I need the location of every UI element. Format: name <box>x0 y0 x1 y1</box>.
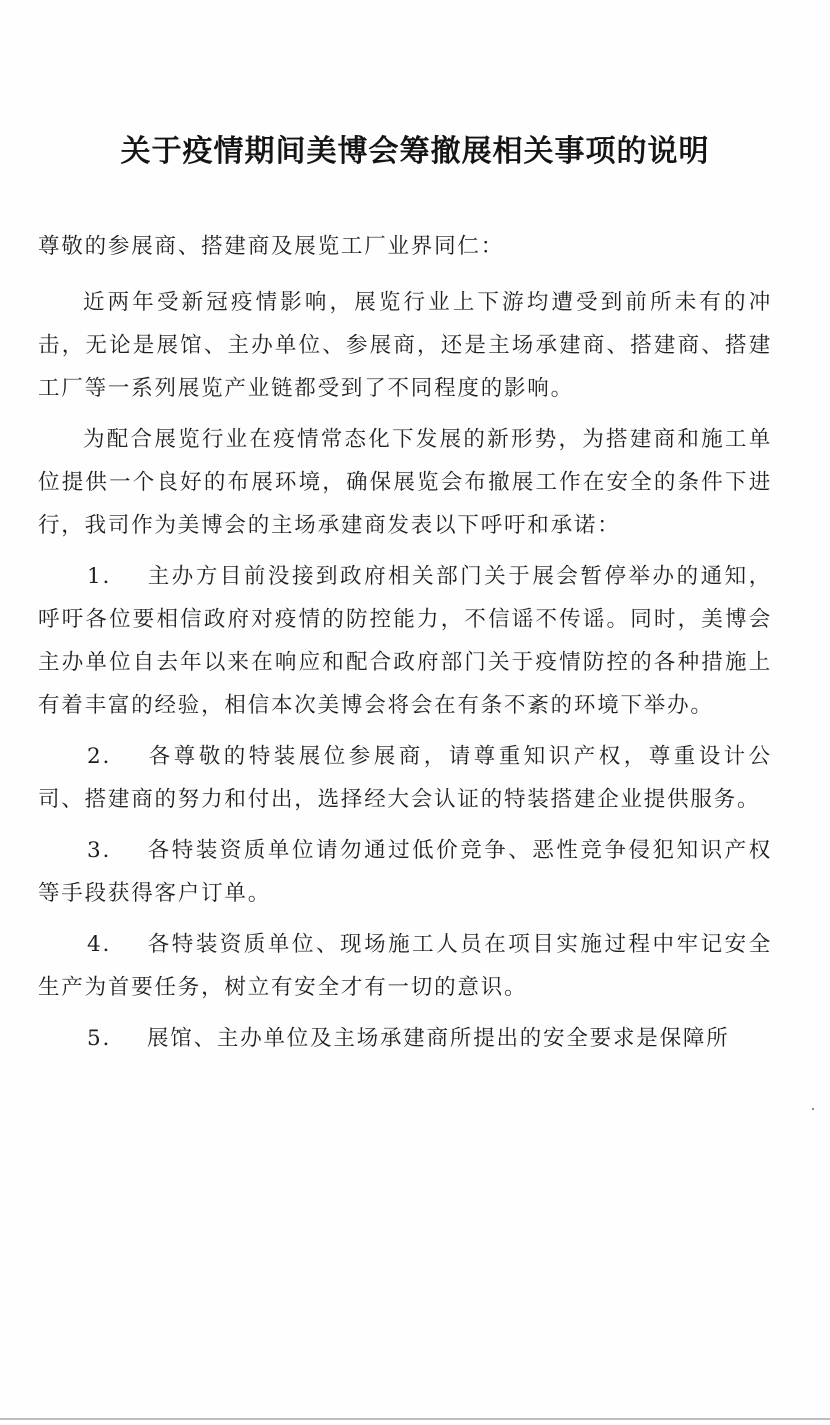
list-item-1 <box>38 555 772 727</box>
salutation: 尊敬的参展商、搭建商及展览工厂业界同仁： <box>38 234 505 259</box>
item-number: 5. <box>87 1026 112 1051</box>
list-item-2 <box>38 735 772 821</box>
item-text: 各尊敬的特装展位参展商，请尊重知识产权，尊重设计公司、搭建商的努力和付出，选择经大会认证的特装搭建企业提供服务。 <box>38 744 772 812</box>
item-text: 各特装资质单位请勿通过低价竞争、恶性竞争侵犯知识产权等手段获得客户订单。 <box>38 838 772 906</box>
item-number: 3. <box>87 838 112 863</box>
context-paragraph: 为配合展览行业在疫情常态化下发展的新形势，为搭建商和施工单位提供一个良好的布展环境，确保展览会布撤展工作在安全的条件下进行，我司作为美博会的主场承建商发表以下呼吁和承诺： <box>38 427 772 538</box>
item-number: 1. <box>87 564 112 589</box>
item-text: 主办方目前没接到政府相关部门关于展会暂停举办的通知，呼吁各位要相信政府对疫情的防控能力，不信谣不传谣。同时，美博会主办单位自去年以来在响应和配合政府部门关于疫情防控的各种措施上有着丰富的经验，相信本次美博会将会在有条不紊的环境下举办。 <box>38 564 772 718</box>
list-item-4 <box>38 923 772 1009</box>
item-number: 4. <box>87 932 112 957</box>
item-text: 展馆、主办单位及主场承建商所提出的安全要求是保障所 <box>147 1026 730 1051</box>
page-bottom-edge <box>0 1418 830 1420</box>
document-body <box>38 225 772 1068</box>
list-item-5 <box>38 1017 772 1060</box>
scan-speck <box>812 1108 814 1110</box>
document-title: 关于疫情期间美博会筹撤展相关事项的说明 <box>120 134 710 170</box>
item-number: 2. <box>87 744 112 769</box>
item-text: 各特装资质单位、现场施工人员在项目实施过程中牢记安全生产为首要任务，树立有安全才有一切的意识。 <box>38 932 772 1000</box>
list-item-3 <box>38 829 772 915</box>
intro-paragraph: 近两年受新冠疫情影响，展览行业上下游均遭受到前所未有的冲击，无论是展馆、主办单位、参展商，还是主场承建商、搭建商、搭建工厂等一系列展览产业链都受到了不同程度的影响。 <box>38 290 772 401</box>
